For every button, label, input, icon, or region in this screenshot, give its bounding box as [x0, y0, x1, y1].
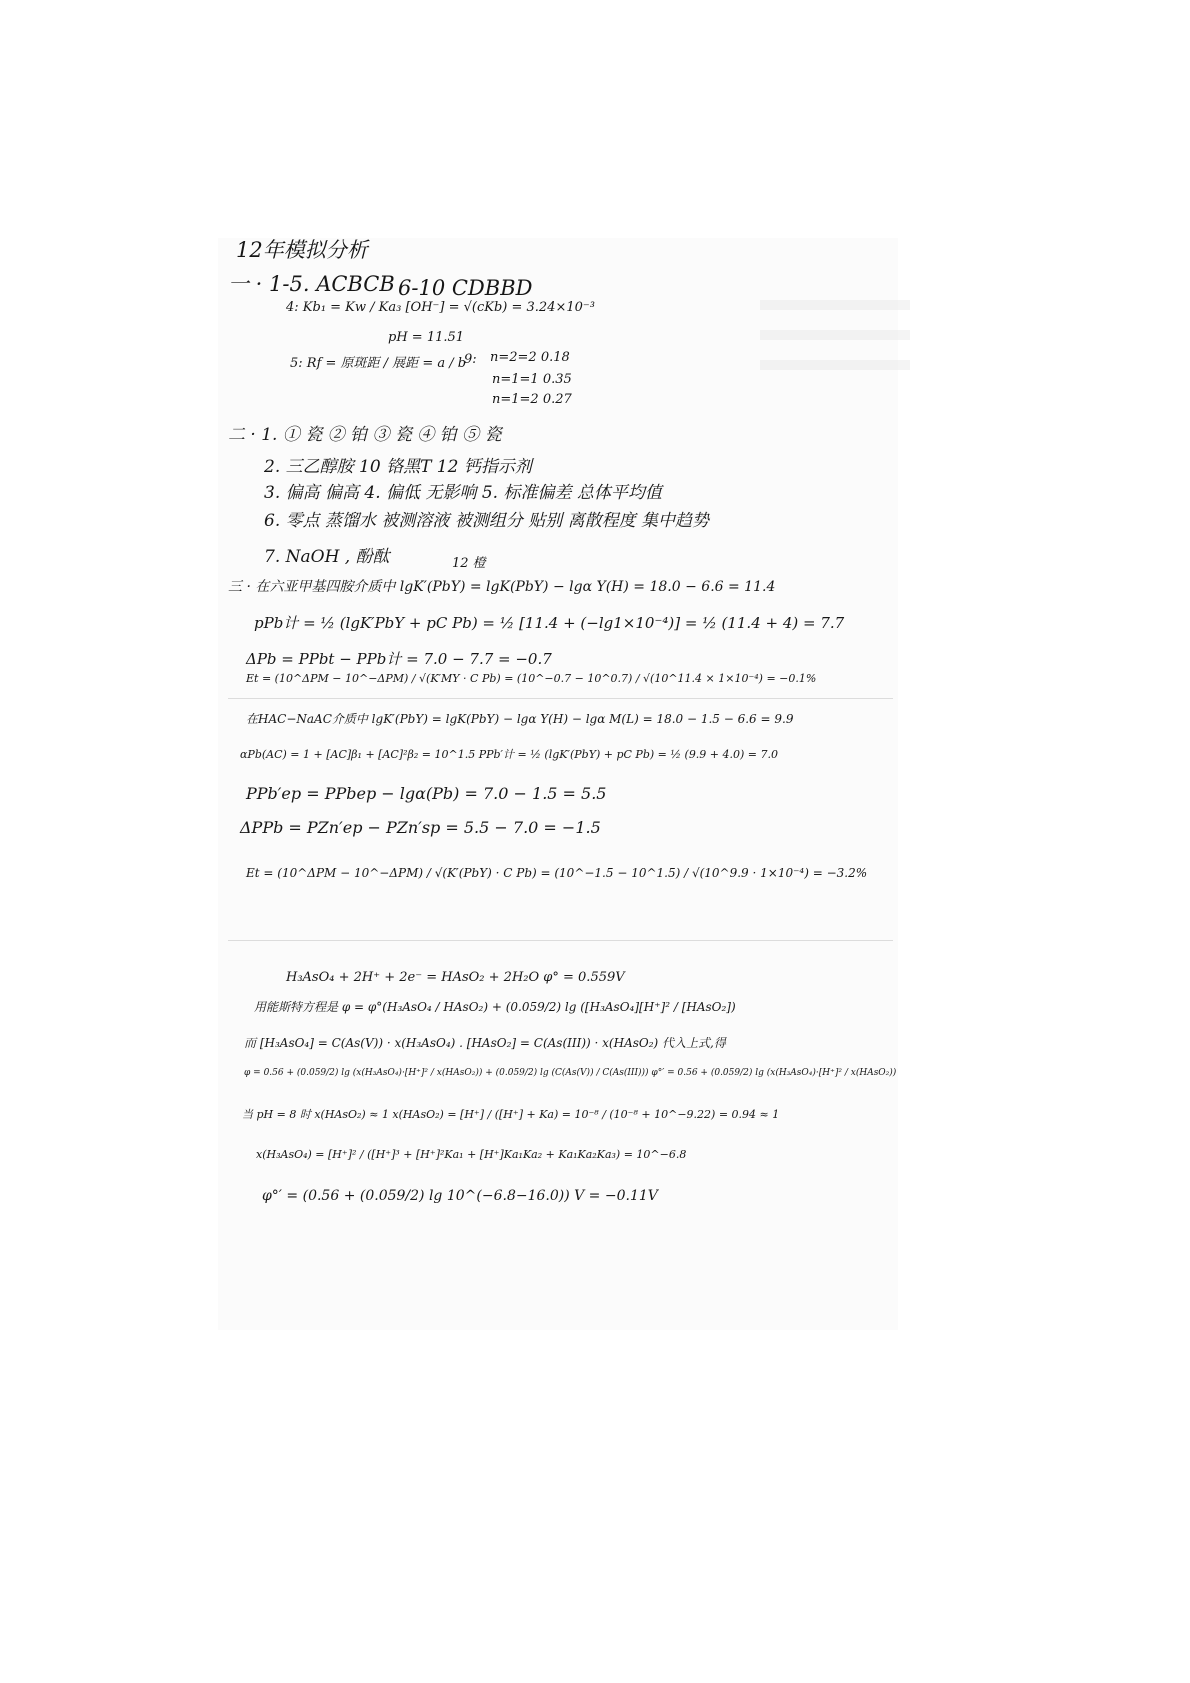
part1-q4-ph: pH = 11.51 [388, 330, 465, 345]
part4-line-7: φ°′ = (0.56 + (0.059/2) lg 10^(−6.8−16.0)) V = −0.11V [262, 1188, 658, 1204]
part1-q9-row: n=1=2 0.27 [492, 392, 572, 407]
section-divider [228, 698, 893, 699]
part3-line-3-et: Et = (10^ΔPM − 10^−ΔPM) / √(K′MY · C Pb) = (10^−0.7 − 10^0.7) / √(10^11.4 × 1×10⁻⁴) = −0.1% [246, 672, 817, 685]
part4-line-2: 用能斯特方程是 φ = φ°(H₃AsO₄ / HAsO₂) + (0.059/2) lg ([H₃AsO₄][H⁺]² / [HAsO₂]) [254, 1000, 736, 1014]
faint-bleedthrough [760, 360, 910, 370]
part4-line-1: H₃AsO₄ + 2H⁺ + 2e⁻ = HAsO₂ + 2H₂O φ° = 0.559V [286, 970, 625, 985]
part2-line-3: 3. 偏高 偏高 4. 偏低 无影响 5. 标准偏差 总体平均值 [264, 483, 662, 503]
page-title: 12年模拟分析 [236, 238, 368, 262]
faint-bleedthrough [760, 330, 910, 340]
part1-q9-row: n=1=1 0.35 [492, 372, 572, 387]
part4-line-6: x(H₃AsO₄) = [H⁺]² / ([H⁺]³ + [H⁺]²Ka₁ + [H⁺]Ka₁Ka₂ + Ka₁Ka₂Ka₃) = 10^−6.8 [256, 1148, 687, 1161]
part2-line-5: 7. NaOH , 酚酞 [264, 547, 390, 567]
part3-line-1: 三 · 在六亚甲基四胺介质中 lgK′(PbY) = lgK(PbY) − lgα Y(H) = 18.0 − 6.6 = 11.4 [228, 579, 776, 595]
part3-line-5: αPb(AC) = 1 + [AC]β₁ + [AC]²β₂ = 10^1.5 PPb′计 = ½ (lgK′(PbY) + pC Pb) = ½ (9.9 + 4.0) = 7.0 [240, 748, 779, 761]
part3-line-2: pPb计 = ½ (lgK′PbY + pC Pb) = ½ [11.4 + (−lg1×10⁻⁴)] = ½ (11.4 + 4) = 7.7 [254, 614, 845, 632]
part4-line-3: 而 [H₃AsO₄] = C(As(V)) · x(H₃AsO₄) . [HAsO₂] = C(As(III)) · x(HAsO₂) 代入上式,得 [244, 1036, 726, 1050]
part3-line-4: 在HAC−NaAC介质中 lgK′(PbY) = lgK(PbY) − lgα Y(H) − lgα M(L) = 18.0 − 1.5 − 6.6 = 9.9 [246, 712, 794, 726]
part1-q9-row: n=2=2 0.18 [490, 350, 570, 365]
part3-margin-note: 12 橙 [452, 556, 486, 571]
part1-answers-1-5: 一 · 1-5. ACBCB [228, 272, 395, 296]
part2-line-4: 6. 零点 蒸馏水 被测溶液 被测组分 贴别 离散程度 集中趋势 [264, 511, 710, 531]
part3-line-7: ΔPPb = PZn′ep − PZn′sp = 5.5 − 7.0 = −1.5 [240, 818, 601, 837]
part1-q9-label: 9: [464, 352, 477, 367]
part4-line-4: φ = 0.56 + (0.059/2) lg (x(H₃AsO₄)·[H⁺]² / x(HAsO₂)) + (0.059/2) lg (C(As(V)) / C(As(III))) φ°′ = 0.56 + (0.059/2) lg (x(H₃AsO₄)·[H⁺]² / x(HAsO₂)) [244, 1068, 897, 1078]
section-divider [228, 940, 893, 941]
part3-line-8: Et = (10^ΔPM − 10^−ΔPM) / √(K′(PbY) · C Pb) = (10^−1.5 − 10^1.5) / √(10^9.9 · 1×10⁻⁴) = −3.2% [246, 866, 868, 880]
part2-line-2: 2. 三乙醇胺 10 铬黑T 12 钙指示剂 [264, 457, 532, 477]
part1-q4-line: 4: Kb₁ = Kw / Ka₃ [OH⁻] = √(cKb) = 3.24×10⁻³ [286, 300, 595, 315]
faint-bleedthrough [760, 300, 910, 310]
part3-line-6: PPb′ep = PPbep − lgα(Pb) = 7.0 − 1.5 = 5.5 [246, 784, 607, 803]
part4-line-5: 当 pH = 8 时 x(HAsO₂) ≈ 1 x(HAsO₂) = [H⁺] / ([H⁺] + Ka) = 10⁻⁸ / (10⁻⁸ + 10^−9.22) = 0.94 ≈ 1 [242, 1108, 780, 1121]
part3-line-3: ΔPb = PPbt − PPb计 = 7.0 − 7.7 = −0.7 [246, 650, 552, 668]
part1-q5-line: 5: Rf = 原斑距 / 展距 = a / b [290, 356, 467, 371]
part2-line-1: 二 · 1. ① 瓷 ② 铂 ③ 瓷 ④ 铂 ⑤ 瓷 [228, 425, 502, 445]
part1-answers-6-10: 6-10 CDBBD [398, 276, 533, 300]
